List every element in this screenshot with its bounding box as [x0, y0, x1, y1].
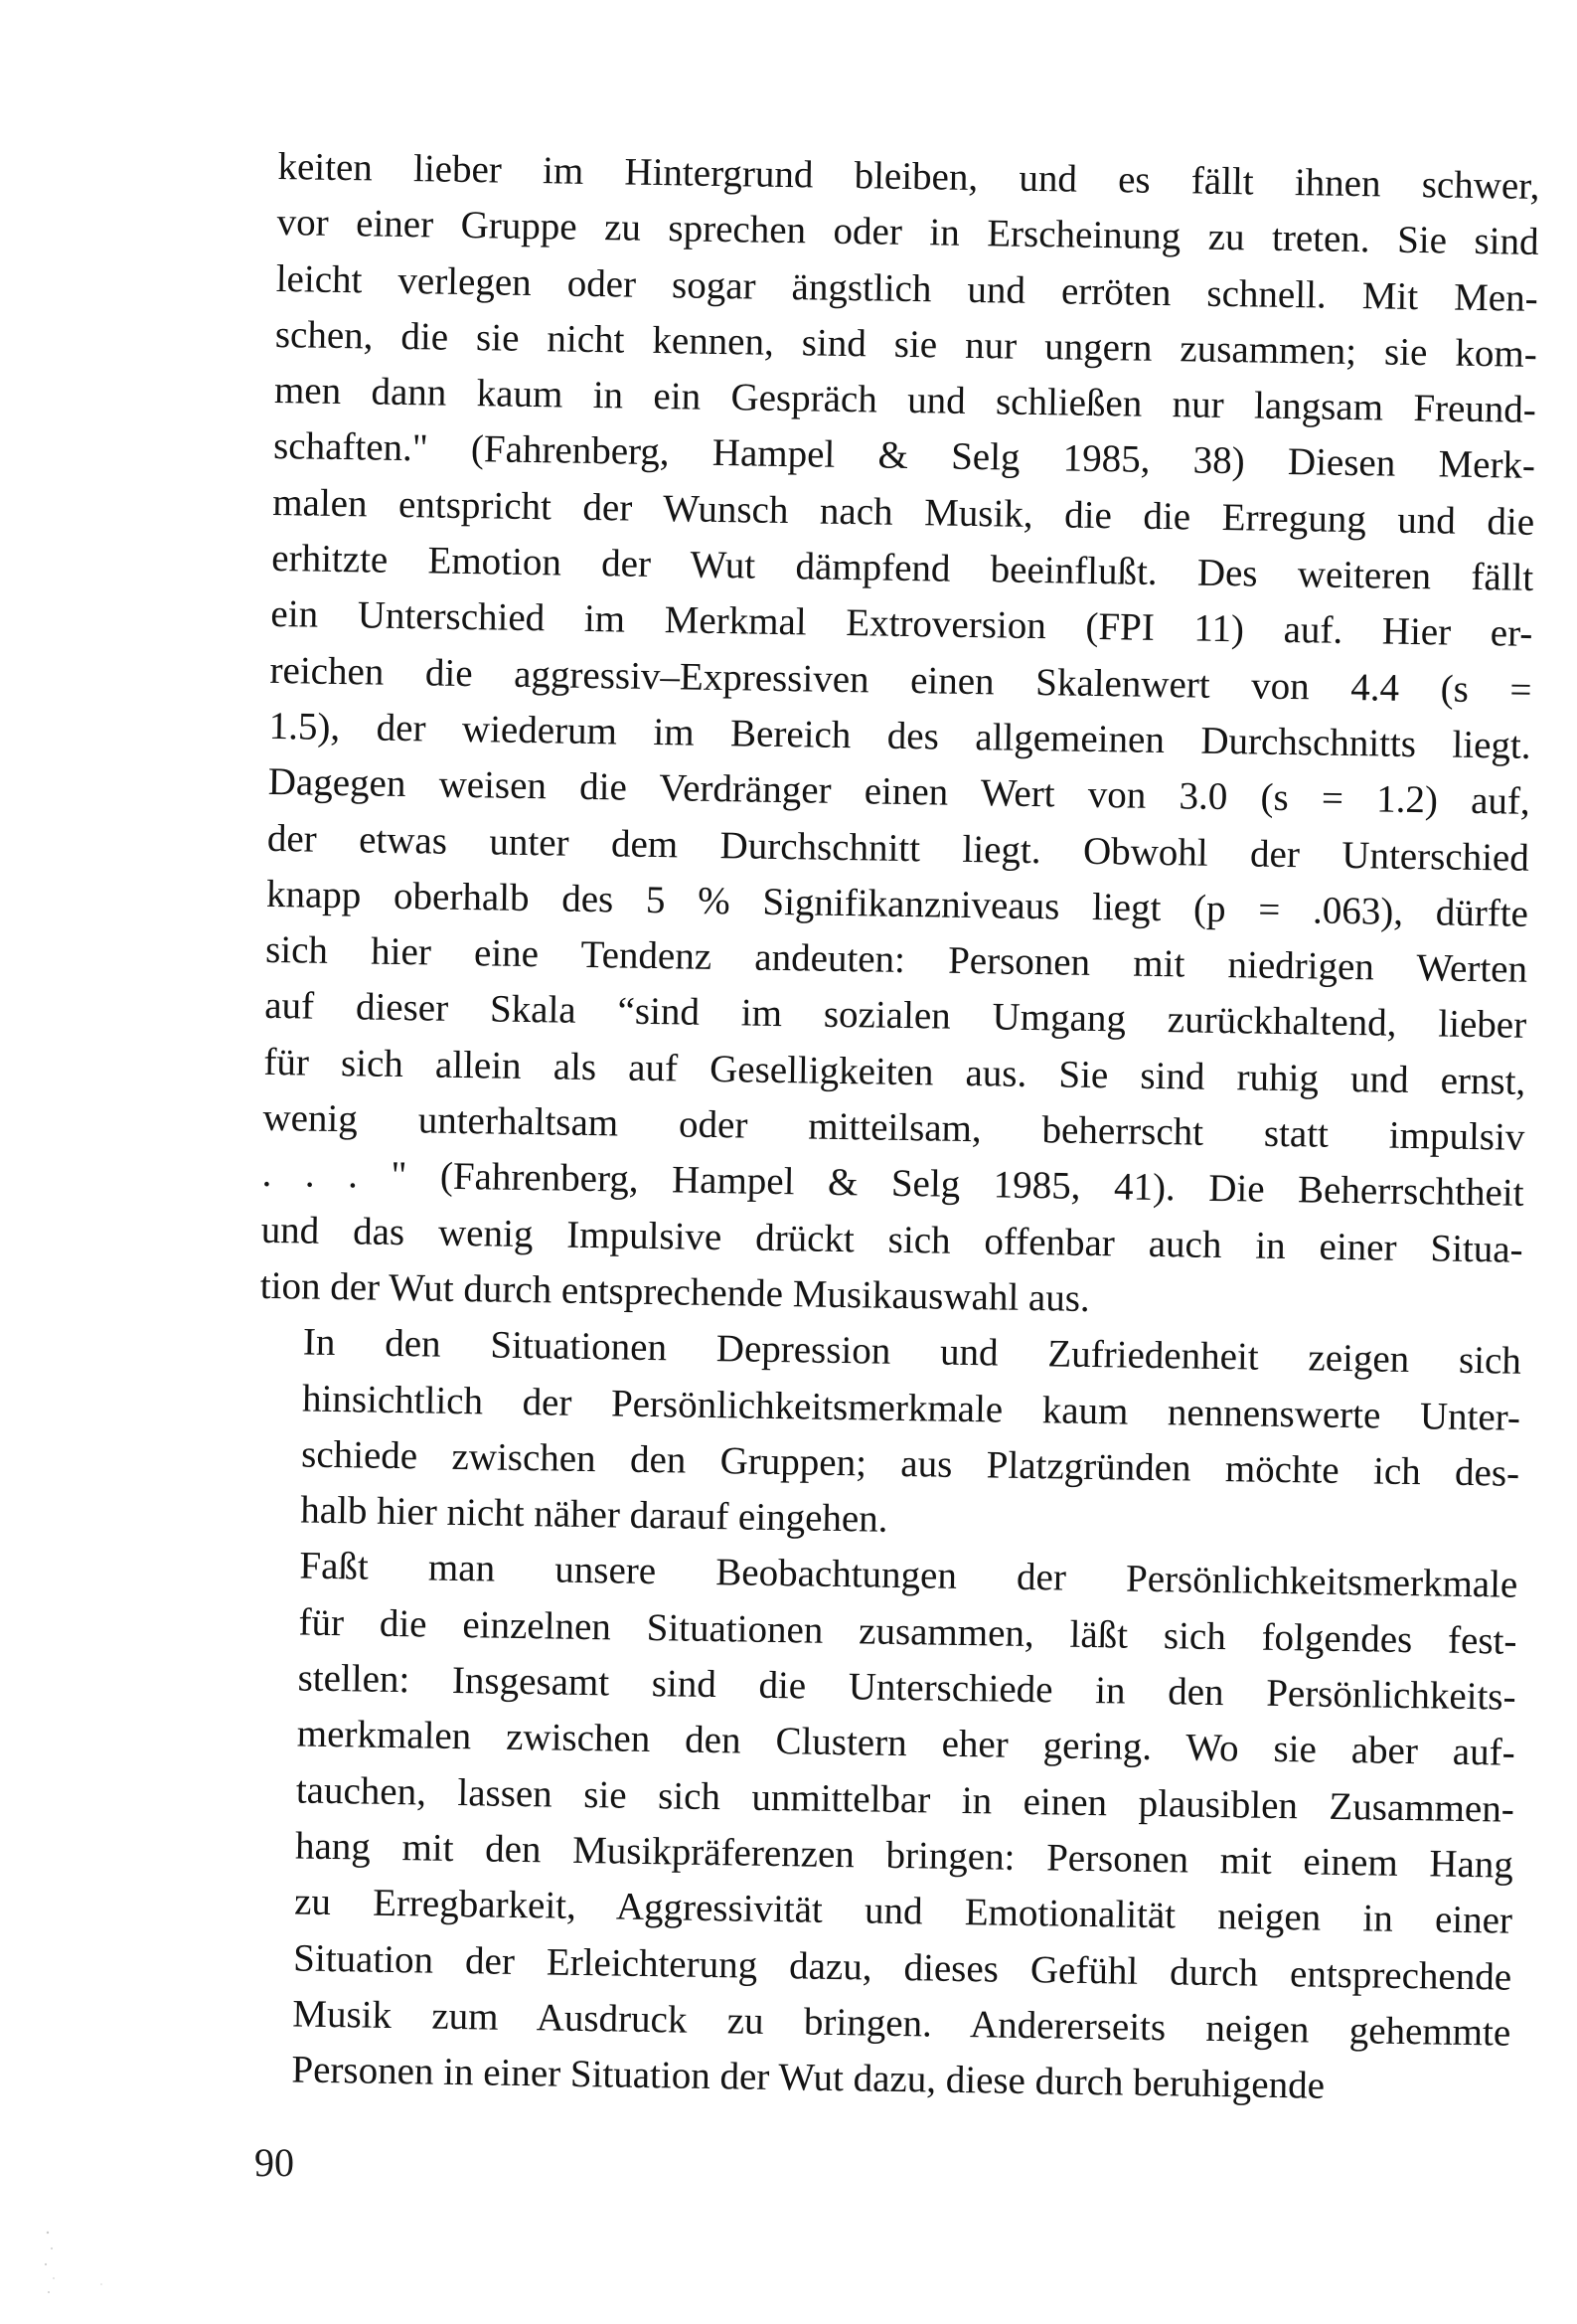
text-line: merkmalen zwischen den Clustern eher gering. Wo sie aber auf-: [296, 1712, 1515, 1775]
text-line: hinsichtlich der Persönlichkeitsmerkmale kaum nennenswerte Unter-: [301, 1377, 1521, 1439]
text-line: reichen die aggressiv–Expressiven einen Skalenwert von 4.4 (s =: [269, 648, 1532, 712]
text-line: . . . " (Fahrenberg, Hampel & Selg 1985, 41). Die Beherrschtheit: [261, 1152, 1524, 1216]
text-line: schen, die sie nicht kennen, sind sie nur ungern zusammen; sie kom-: [274, 312, 1538, 376]
text-line: knapp oberhalb des 5 % Signifikanzniveaus liegt (p = .063), dürfte: [265, 872, 1529, 935]
text-line: Personen in einer Situation der Wut dazu, diese durch beruhigende: [291, 2048, 1326, 2107]
text-line: schiede zwischen den Gruppen; aus Platzgründen möchte ich des-: [300, 1432, 1520, 1495]
text-line: tauchen, lassen sie sich unmittelbar in einen plausiblen Zusammen-: [295, 1768, 1515, 1831]
page-number: 90: [254, 2140, 294, 2185]
text-line: In den Situationen Depression und Zufriedenheit zeigen sich: [302, 1320, 1522, 1384]
text-line: keiten lieber im Hintergrund bleiben, und es fällt ihnen schwer,: [277, 144, 1540, 208]
text-line: und das wenig Impulsive drückt sich offenbar auch in einer Situa-: [260, 1208, 1523, 1271]
text-line: zu Erregbarkeit, Aggressivität und Emotionalität neigen in einer: [293, 1880, 1513, 1942]
body-text: [247, 139, 1540, 2117]
paragraph-1: [259, 139, 1539, 1334]
paragraph-3: [247, 1538, 1518, 2117]
paragraph-2: [256, 1314, 1521, 1558]
text-line: halb hier nicht näher darauf eingehen.: [300, 1488, 888, 1541]
text-line: hang mit den Musikpräferenzen bringen: Personen mit einem Hang: [294, 1824, 1514, 1887]
text-line: auf dieser Skala “sind im sozialen Umgang zurückhaltend, lieber: [263, 984, 1527, 1048]
text-line: 1.5), der wiederum im Bereich des allgemeinen Durchschnitts liegt.: [268, 704, 1531, 767]
text-line: der etwas unter dem Durchschnitt liegt. Obwohl der Unterschied: [266, 816, 1530, 880]
text-line: für sich allein als auf Geselligkeiten aus. Sie sind ruhig und ernst,: [263, 1040, 1526, 1103]
text-line: Situation der Erleichterung dazu, dieses Gefühl durch entsprechende: [292, 1935, 1512, 1999]
text-line: wenig unterhaltsam oder mitteilsam, beherrscht statt impulsiv: [262, 1095, 1525, 1159]
text-line: für die einzelnen Situationen zusammen, läßt sich folgendes fest-: [298, 1600, 1517, 1663]
scan-margin-specks: [40, 2227, 119, 2306]
text-line: erhitzte Emotion der Wut dämpfend beeinflußt. Des weiteren fällt: [271, 537, 1534, 599]
text-line: Dagegen weisen die Verdränger einen Wert von 3.0 (s = 1.2) auf,: [267, 760, 1531, 824]
text-line: men dann kaum in ein Gespräch und schließen nur langsam Freund-: [273, 369, 1537, 432]
text-line: malen entspricht der Wunsch nach Musik, die die Erregung und die: [271, 480, 1535, 544]
text-line: leicht verlegen oder sogar ängstlich und erröten schnell. Mit Men-: [275, 256, 1538, 320]
text-line: vor einer Gruppe zu sprechen oder in Erscheinung zu treten. Sie sind: [276, 201, 1539, 264]
text-line: ein Unterschied im Merkmal Extroversion (FPI 11) auf. Hier er-: [270, 592, 1533, 656]
text-line: tion der Wut durch entsprechende Musikauswahl aus.: [259, 1263, 1091, 1320]
text-line: schaften." (Fahrenberg, Hampel & Selg 1985, 38) Diesen Merk-: [272, 424, 1536, 488]
text-line: sich hier eine Tendenz andeuten: Personen mit niedrigen Werten: [264, 928, 1528, 992]
text-line: stellen: Insgesamt sind die Unterschiede in den Persönlichkeits-: [297, 1656, 1516, 1719]
text-line: Musik zum Ausdruck zu bringen. Andererseits neigen gehemmte: [292, 1992, 1511, 2055]
text-line: Faßt man unsere Beobachtungen der Persönlichkeitsmerkmale: [299, 1544, 1518, 1607]
